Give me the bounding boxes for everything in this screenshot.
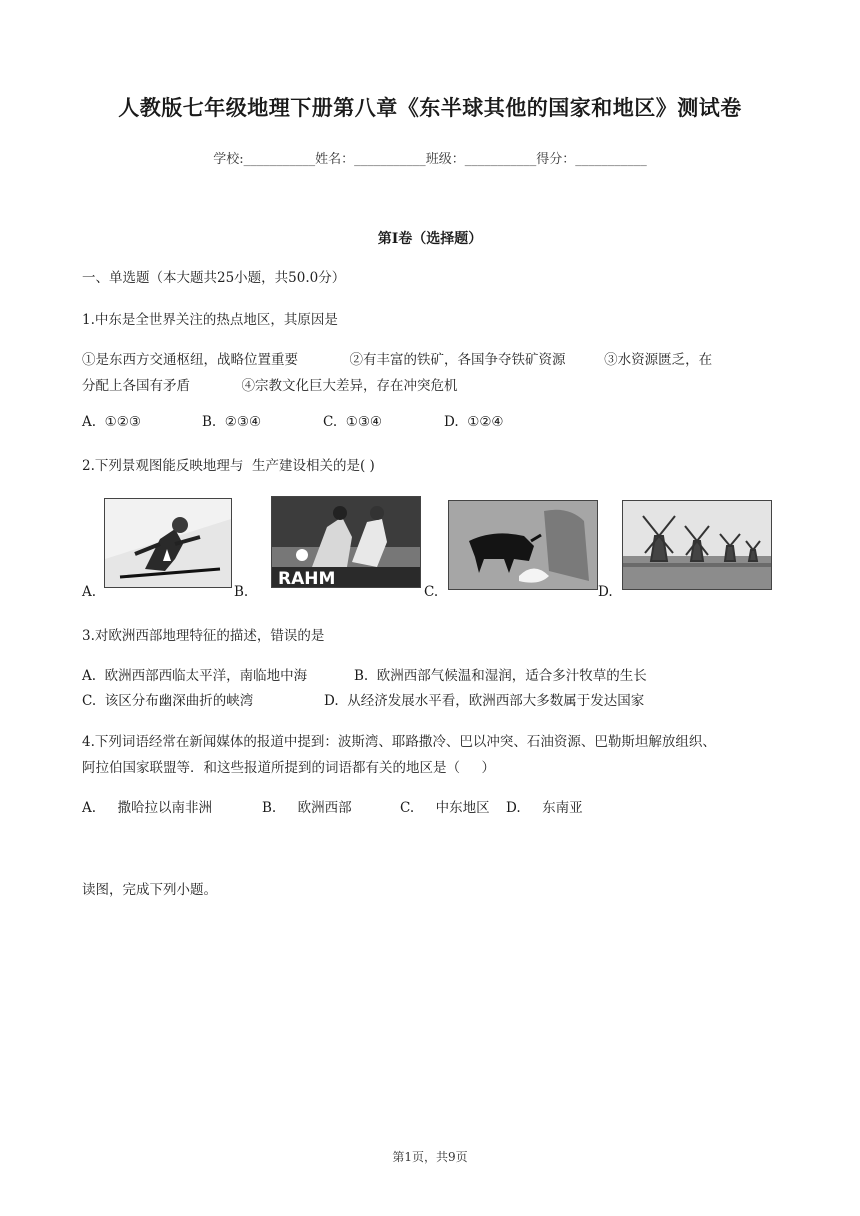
- q3-option-d[interactable]: D. 从经济发展水平看，欧洲西部大多数属于发达国家: [324, 693, 645, 709]
- page-footer: 第1页，共9页: [392, 1150, 468, 1164]
- q1-options: [82, 414, 782, 434]
- q1-option-a[interactable]: A. ①②③: [82, 414, 141, 430]
- q4-options: [82, 796, 782, 816]
- q3-option-b[interactable]: B. 欧洲西部气候温和湿润，适合多汁牧草的生长: [354, 668, 647, 684]
- read-prompt: 读图，完成下列小题。: [82, 882, 217, 898]
- q3-option-c[interactable]: C. 该区分布幽深曲折的峡湾: [82, 693, 254, 709]
- q4-option-b[interactable]: B. 欧洲西部: [262, 800, 352, 816]
- part-title: 一、单选题（本大题共25小题，共50.0分）: [82, 270, 346, 286]
- q2-label-c[interactable]: C.: [424, 584, 439, 600]
- q2-label-b[interactable]: B.: [234, 584, 249, 600]
- q1-option-b[interactable]: B. ②③④: [202, 414, 262, 430]
- q3-option-a[interactable]: A. 欧洲西部西临太平洋，南临地中海: [82, 668, 308, 684]
- svg-text:RAHM: RAHM: [278, 569, 336, 587]
- q4-stem-line2: 阿拉伯国家联盟等．和这些报道所提到的词语都有关的地区是（ ）: [82, 760, 495, 776]
- q1-statements-line2: 分配上各国有矛盾 ④宗教文化巨大差异，存在冲突危机: [82, 378, 458, 394]
- q4-option-c[interactable]: C. 中东地区: [400, 800, 490, 816]
- bullfight-photo: [448, 500, 598, 590]
- school-field: 学校:___________: [213, 152, 316, 167]
- skier-photo: [104, 498, 232, 588]
- q3-options-row2: [82, 689, 802, 709]
- q2-label-d[interactable]: D.: [598, 584, 613, 600]
- section-title: 第I卷（选择题）: [377, 231, 483, 247]
- q1-stem: 1.中东是全世界关注的热点地区，其原因是: [82, 312, 338, 328]
- q3-options-row1: [82, 664, 802, 684]
- document-title: 人教版七年级地理下册第八章《东半球其他的国家和地区》测试卷: [118, 96, 742, 120]
- score-field: 得分：___________: [536, 152, 647, 167]
- student-info-line: [0, 148, 860, 167]
- windmill-photo: [622, 500, 772, 590]
- q2-label-a[interactable]: A.: [82, 584, 97, 600]
- q1-option-d[interactable]: D. ①②④: [444, 414, 504, 430]
- q1-option-c[interactable]: C. ①③④: [323, 414, 383, 430]
- name-field: 姓名：___________: [315, 152, 426, 167]
- q4-stem-line1: 4.下列词语经常在新闻媒体的报道中提到：波斯湾、耶路撒冷、巴以冲突、石油资源、巴勒斯坦解放组织、: [82, 734, 716, 750]
- q2-stem: 2.下列景观图能反映地理与 生产建设相关的是( ): [82, 458, 375, 474]
- q1-statements-line1: ①是东西方交通枢纽，战略位置重要 ②有丰富的铁矿，各国争夺铁矿资源 ③水资源匮乏，在: [82, 352, 713, 368]
- class-field: 班级：___________: [425, 152, 537, 167]
- q4-option-a[interactable]: A. 撒哈拉以南非洲: [82, 800, 212, 816]
- football-photo: [271, 496, 421, 588]
- q4-option-d[interactable]: D. 东南亚: [506, 800, 583, 816]
- q3-stem: 3.对欧洲西部地理特征的描述，错误的是: [82, 628, 325, 644]
